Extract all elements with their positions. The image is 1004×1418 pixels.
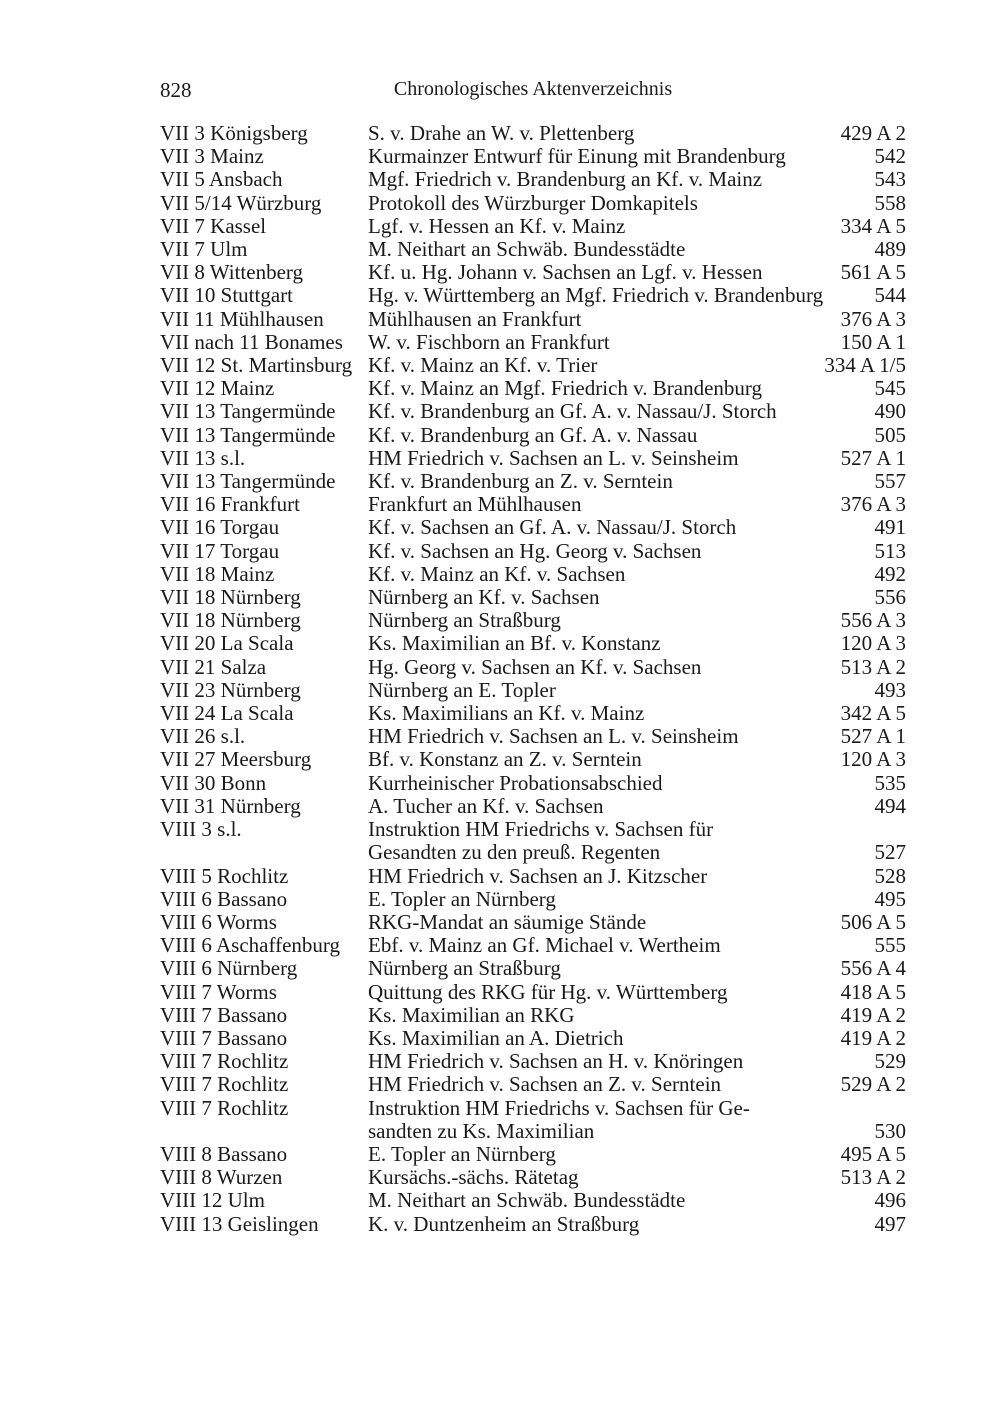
list-item — [160, 679, 906, 702]
entry-reference: 376 A 3 — [840, 306, 906, 331]
entry-description: HM Friedrich v. Sachsen an H. v. Knöringen — [368, 1049, 744, 1074]
entry-description: M. Neithart an Schwäb. Bundesstädte — [368, 237, 686, 262]
entry-description: HM Friedrich v. Sachsen an Z. v. Serntein — [368, 1072, 722, 1097]
entry-reference: 527 — [874, 840, 906, 865]
entry-date: VII 24 La Scala — [160, 701, 294, 726]
list-item — [160, 1073, 906, 1096]
entry-description: S. v. Drahe an W. v. Plettenberg — [368, 121, 635, 145]
entry-date: VII 18 Nürnberg — [160, 585, 301, 610]
list-item — [160, 1143, 906, 1166]
list-item — [160, 470, 906, 493]
entry-reference: 419 A 2 — [840, 1002, 906, 1027]
entry-reference: 489 — [874, 237, 906, 262]
entry-date: VII 27 Meersburg — [160, 747, 312, 772]
entry-reference: 544 — [874, 283, 906, 308]
list-item — [160, 957, 906, 980]
entry-description: Nürnberg an Straßburg — [368, 608, 561, 633]
list-item — [160, 1050, 906, 1073]
list-item — [160, 122, 906, 145]
entry-date: VII 13 Tangermünde — [160, 422, 336, 447]
running-title: Chronologisches Aktenverzeichnis — [393, 78, 673, 100]
entry-description: sandten zu Ks. Maximilian — [368, 1118, 595, 1143]
entry-reference: 557 — [874, 469, 906, 494]
entry-description: Kf. v. Brandenburg an Gf. A. v. Nassau/J. Storch — [368, 399, 777, 424]
entry-reference: 527 A 1 — [840, 724, 906, 749]
list-item — [160, 981, 906, 1004]
entry-reference: 490 — [874, 399, 906, 424]
entry-date: VII nach 11 Bonames — [160, 329, 343, 354]
list-item — [160, 1027, 906, 1050]
list-item — [160, 1004, 906, 1027]
entry-description: A. Tucher an Kf. v. Sachsen — [368, 793, 604, 818]
entry-date: VII 16 Frankfurt — [160, 492, 300, 517]
entry-description: Nürnberg an Straßburg — [368, 956, 561, 981]
list-item — [160, 656, 906, 679]
entry-reference: 494 — [874, 793, 906, 818]
entry-description: Lgf. v. Hessen an Kf. v. Mainz — [368, 213, 626, 238]
list-item — [160, 261, 906, 284]
entry-date: VII 16 Torgau — [160, 515, 280, 540]
entry-date: VIII 6 Nürnberg — [160, 956, 298, 981]
entry-description: HM Friedrich v. Sachsen an L. v. Seinsheim — [368, 445, 739, 470]
entry-date: VIII 6 Worms — [160, 909, 277, 934]
entry-description: Mühlhausen an Frankfurt — [368, 306, 582, 331]
entry-description: Kf. v. Brandenburg an Gf. A. v. Nassau — [368, 422, 698, 447]
entry-date: VII 7 Kassel — [160, 213, 267, 238]
list-item — [160, 632, 906, 655]
entry-reference: 543 — [874, 167, 906, 192]
entry-reference: 493 — [874, 677, 906, 702]
entry-reference: 376 A 3 — [840, 492, 906, 517]
list-item — [160, 911, 906, 934]
entry-description: Kurrheinischer Probationsabschied — [368, 770, 663, 795]
entry-reference: 342 A 5 — [840, 701, 906, 726]
entry-date: VII 3 Mainz — [160, 144, 264, 169]
list-item — [160, 609, 906, 632]
entry-date: VII 3 Königsberg — [160, 121, 308, 145]
entry-reference: 529 A 2 — [840, 1072, 906, 1097]
entry-reference: 150 A 1 — [840, 329, 906, 354]
entry-reference: 120 A 3 — [840, 747, 906, 772]
entry-reference: 513 A 2 — [840, 1165, 906, 1190]
list-item — [160, 586, 906, 609]
list-item — [160, 493, 906, 516]
list-item — [160, 447, 906, 470]
entry-reference: 418 A 5 — [840, 979, 906, 1004]
list-item — [160, 1166, 906, 1189]
entry-description: Gesandten zu den preuß. Regenten — [368, 840, 661, 865]
list-item — [160, 308, 906, 331]
entry-reference: 334 A 5 — [840, 213, 906, 238]
entry-date: VIII 7 Bassano — [160, 1002, 288, 1027]
entry-date: VII 13 Tangermünde — [160, 399, 336, 424]
entry-date: VII 13 Tangermünde — [160, 469, 336, 494]
entry-date: VIII 12 Ulm — [160, 1188, 265, 1213]
entry-description: Nürnberg an Kf. v. Sachsen — [368, 585, 600, 610]
list-item — [160, 238, 906, 261]
list-item — [160, 772, 906, 795]
entry-reference: 120 A 3 — [840, 631, 906, 656]
list-item — [160, 818, 906, 841]
entry-date — [160, 841, 368, 864]
list-item — [160, 377, 906, 400]
entry-reference: 561 A 5 — [840, 260, 906, 285]
entry-reference: 513 A 2 — [840, 654, 906, 679]
entry-description: Kf. u. Hg. Johann v. Sachsen an Lgf. v. Hessen — [368, 260, 763, 285]
entry-date: VII 8 Wittenberg — [160, 260, 304, 285]
entry-reference: 492 — [874, 561, 906, 586]
entry-reference: 491 — [874, 515, 906, 540]
list-item — [160, 563, 906, 586]
entry-description: RKG-Mandat an säumige Stände — [368, 909, 647, 934]
entry-description: Ks. Maximilian an A. Dietrich — [368, 1025, 624, 1050]
list-item — [160, 284, 906, 307]
entry-date: VIII 8 Wurzen — [160, 1165, 283, 1190]
entry-description: Bf. v. Konstanz an Z. v. Serntein — [368, 747, 642, 772]
entry-date: VII 18 Nürnberg — [160, 608, 301, 633]
list-item — [160, 888, 906, 911]
entry-date — [160, 1120, 368, 1143]
entry-date: VIII 7 Rochlitz — [160, 1072, 289, 1097]
entry-description: Ks. Maximilians an Kf. v. Mainz — [368, 701, 645, 726]
entry-reference: 529 — [874, 1049, 906, 1074]
entry-date: VII 5 Ansbach — [160, 167, 283, 192]
entry-reference: 527 A 1 — [840, 445, 906, 470]
entry-reference: 556 — [874, 585, 906, 610]
entry-date: VII 23 Nürnberg — [160, 677, 301, 702]
list-item — [160, 795, 906, 818]
entry-date: VII 30 Bonn — [160, 770, 267, 795]
entry-description: E. Topler an Nürnberg — [368, 1141, 556, 1166]
entry-description: Instruktion HM Friedrichs v. Sachsen für Ge- — [368, 1095, 750, 1120]
entry-description: Ks. Maximilian an RKG — [368, 1002, 575, 1027]
entry-reference: 506 A 5 — [840, 909, 906, 934]
entry-description: Kf. v. Brandenburg an Z. v. Serntein — [368, 469, 673, 494]
entry-reference: 495 A 5 — [840, 1141, 906, 1166]
entry-date: VII 12 Mainz — [160, 376, 275, 401]
entry-reference: 495 — [874, 886, 906, 911]
entry-reference: 558 — [874, 190, 906, 215]
entry-description: Ebf. v. Mainz an Gf. Michael v. Wertheim — [368, 933, 721, 958]
entry-description: Kf. v. Sachsen an Gf. A. v. Nassau/J. Storch — [368, 515, 737, 540]
entry-reference: 497 — [874, 1211, 906, 1236]
entry-reference — [900, 818, 906, 841]
entry-date: VII 5/14 Würzburg — [160, 190, 322, 215]
entry-reference: 530 — [874, 1118, 906, 1143]
entry-reference: 545 — [874, 376, 906, 401]
entry-date: VII 21 Salza — [160, 654, 267, 679]
entry-description: HM Friedrich v. Sachsen an L. v. Seinsheim — [368, 724, 739, 749]
entry-description: Kf. v. Mainz an Kf. v. Trier — [368, 353, 598, 378]
entry-reference: 334 A 1/5 — [824, 353, 906, 378]
entry-date: VII 17 Torgau — [160, 538, 280, 563]
list-item — [160, 1120, 906, 1143]
entry-reference — [900, 1097, 906, 1120]
list-item — [160, 934, 906, 957]
entry-date: VIII 5 Rochlitz — [160, 863, 289, 888]
entry-reference: 556 A 3 — [840, 608, 906, 633]
entry-date: VII 7 Ulm — [160, 237, 248, 262]
entry-description: E. Topler an Nürnberg — [368, 886, 556, 911]
page-header — [160, 78, 906, 108]
list-item — [160, 192, 906, 215]
entry-date: VIII 3 s.l. — [160, 817, 242, 842]
list-item — [160, 331, 906, 354]
entry-description: Instruktion HM Friedrichs v. Sachsen für — [368, 817, 714, 842]
entry-description: K. v. Duntzenheim an Straßburg — [368, 1211, 640, 1236]
entry-date: VII 18 Mainz — [160, 561, 275, 586]
entry-reference: 528 — [874, 863, 906, 888]
entry-date: VIII 6 Aschaffenburg — [160, 933, 341, 958]
entry-date: VIII 7 Bassano — [160, 1025, 288, 1050]
entry-reference: 505 — [874, 422, 906, 447]
entry-description: Kurmainzer Entwurf für Einung mit Brandenburg — [368, 144, 786, 169]
entry-list — [160, 122, 906, 1236]
entry-description: Kf. v. Sachsen an Hg. Georg v. Sachsen — [368, 538, 702, 563]
entry-reference: 535 — [874, 770, 906, 795]
entry-date: VIII 7 Worms — [160, 979, 277, 1004]
entry-date: VIII 7 Rochlitz — [160, 1049, 289, 1074]
list-item — [160, 516, 906, 539]
page-number: 828 — [160, 78, 192, 102]
entry-date: VIII 6 Bassano — [160, 886, 288, 911]
entry-description: Hg. Georg v. Sachsen an Kf. v. Sachsen — [368, 654, 702, 679]
entry-reference: 419 A 2 — [840, 1025, 906, 1050]
entry-description: Kf. v. Mainz an Mgf. Friedrich v. Brandenburg — [368, 376, 763, 401]
list-item — [160, 354, 906, 377]
entry-reference: 429 A 2 — [840, 121, 906, 145]
list-item — [160, 540, 906, 563]
list-item — [160, 1097, 906, 1120]
entry-description: Frankfurt an Mühlhausen — [368, 492, 582, 517]
list-item — [160, 841, 906, 864]
entry-date: VII 20 La Scala — [160, 631, 294, 656]
entry-date: VII 26 s.l. — [160, 724, 246, 749]
entry-reference: 542 — [874, 144, 906, 169]
entry-description: Mgf. Friedrich v. Brandenburg an Kf. v. Mainz — [368, 167, 763, 192]
entry-description: HM Friedrich v. Sachsen an J. Kitzscher — [368, 863, 708, 888]
entry-date: VIII 13 Geislingen — [160, 1211, 319, 1236]
entry-date: VII 31 Nürnberg — [160, 793, 301, 818]
list-item — [160, 168, 906, 191]
entry-description: Kf. v. Mainz an Kf. v. Sachsen — [368, 561, 626, 586]
entry-reference: 556 A 4 — [840, 956, 906, 981]
entry-description: Hg. v. Württemberg an Mgf. Friedrich v. Brandenburg — [368, 283, 824, 308]
entry-date: VIII 7 Rochlitz — [160, 1095, 289, 1120]
list-item — [160, 1213, 906, 1236]
entry-date: VII 13 s.l. — [160, 445, 246, 470]
list-item — [160, 748, 906, 771]
entry-reference: 496 — [874, 1188, 906, 1213]
list-item — [160, 702, 906, 725]
entry-description: M. Neithart an Schwäb. Bundesstädte — [368, 1188, 686, 1213]
entry-description: Nürnberg an E. Topler — [368, 677, 556, 702]
list-item — [160, 1189, 906, 1212]
entry-description: Ks. Maximilian an Bf. v. Konstanz — [368, 631, 661, 656]
entry-description: Kursächs.-sächs. Rätetag — [368, 1165, 579, 1190]
entry-date: VII 10 Stuttgart — [160, 283, 293, 308]
list-item — [160, 400, 906, 423]
list-item — [160, 725, 906, 748]
list-item — [160, 215, 906, 238]
entry-date: VIII 8 Bassano — [160, 1141, 288, 1166]
entry-reference: 513 — [874, 538, 906, 563]
list-item — [160, 145, 906, 168]
entry-description: W. v. Fischborn an Frankfurt — [368, 329, 610, 354]
entry-date: VII 12 St. Martinsburg — [160, 353, 353, 378]
entry-description: Quittung des RKG für Hg. v. Württemberg — [368, 979, 728, 1004]
list-item — [160, 865, 906, 888]
entry-reference: 555 — [874, 933, 906, 958]
entry-date: VII 11 Mühlhausen — [160, 306, 324, 331]
list-item — [160, 424, 906, 447]
entry-description: Protokoll des Würzburger Domkapitels — [368, 190, 698, 215]
